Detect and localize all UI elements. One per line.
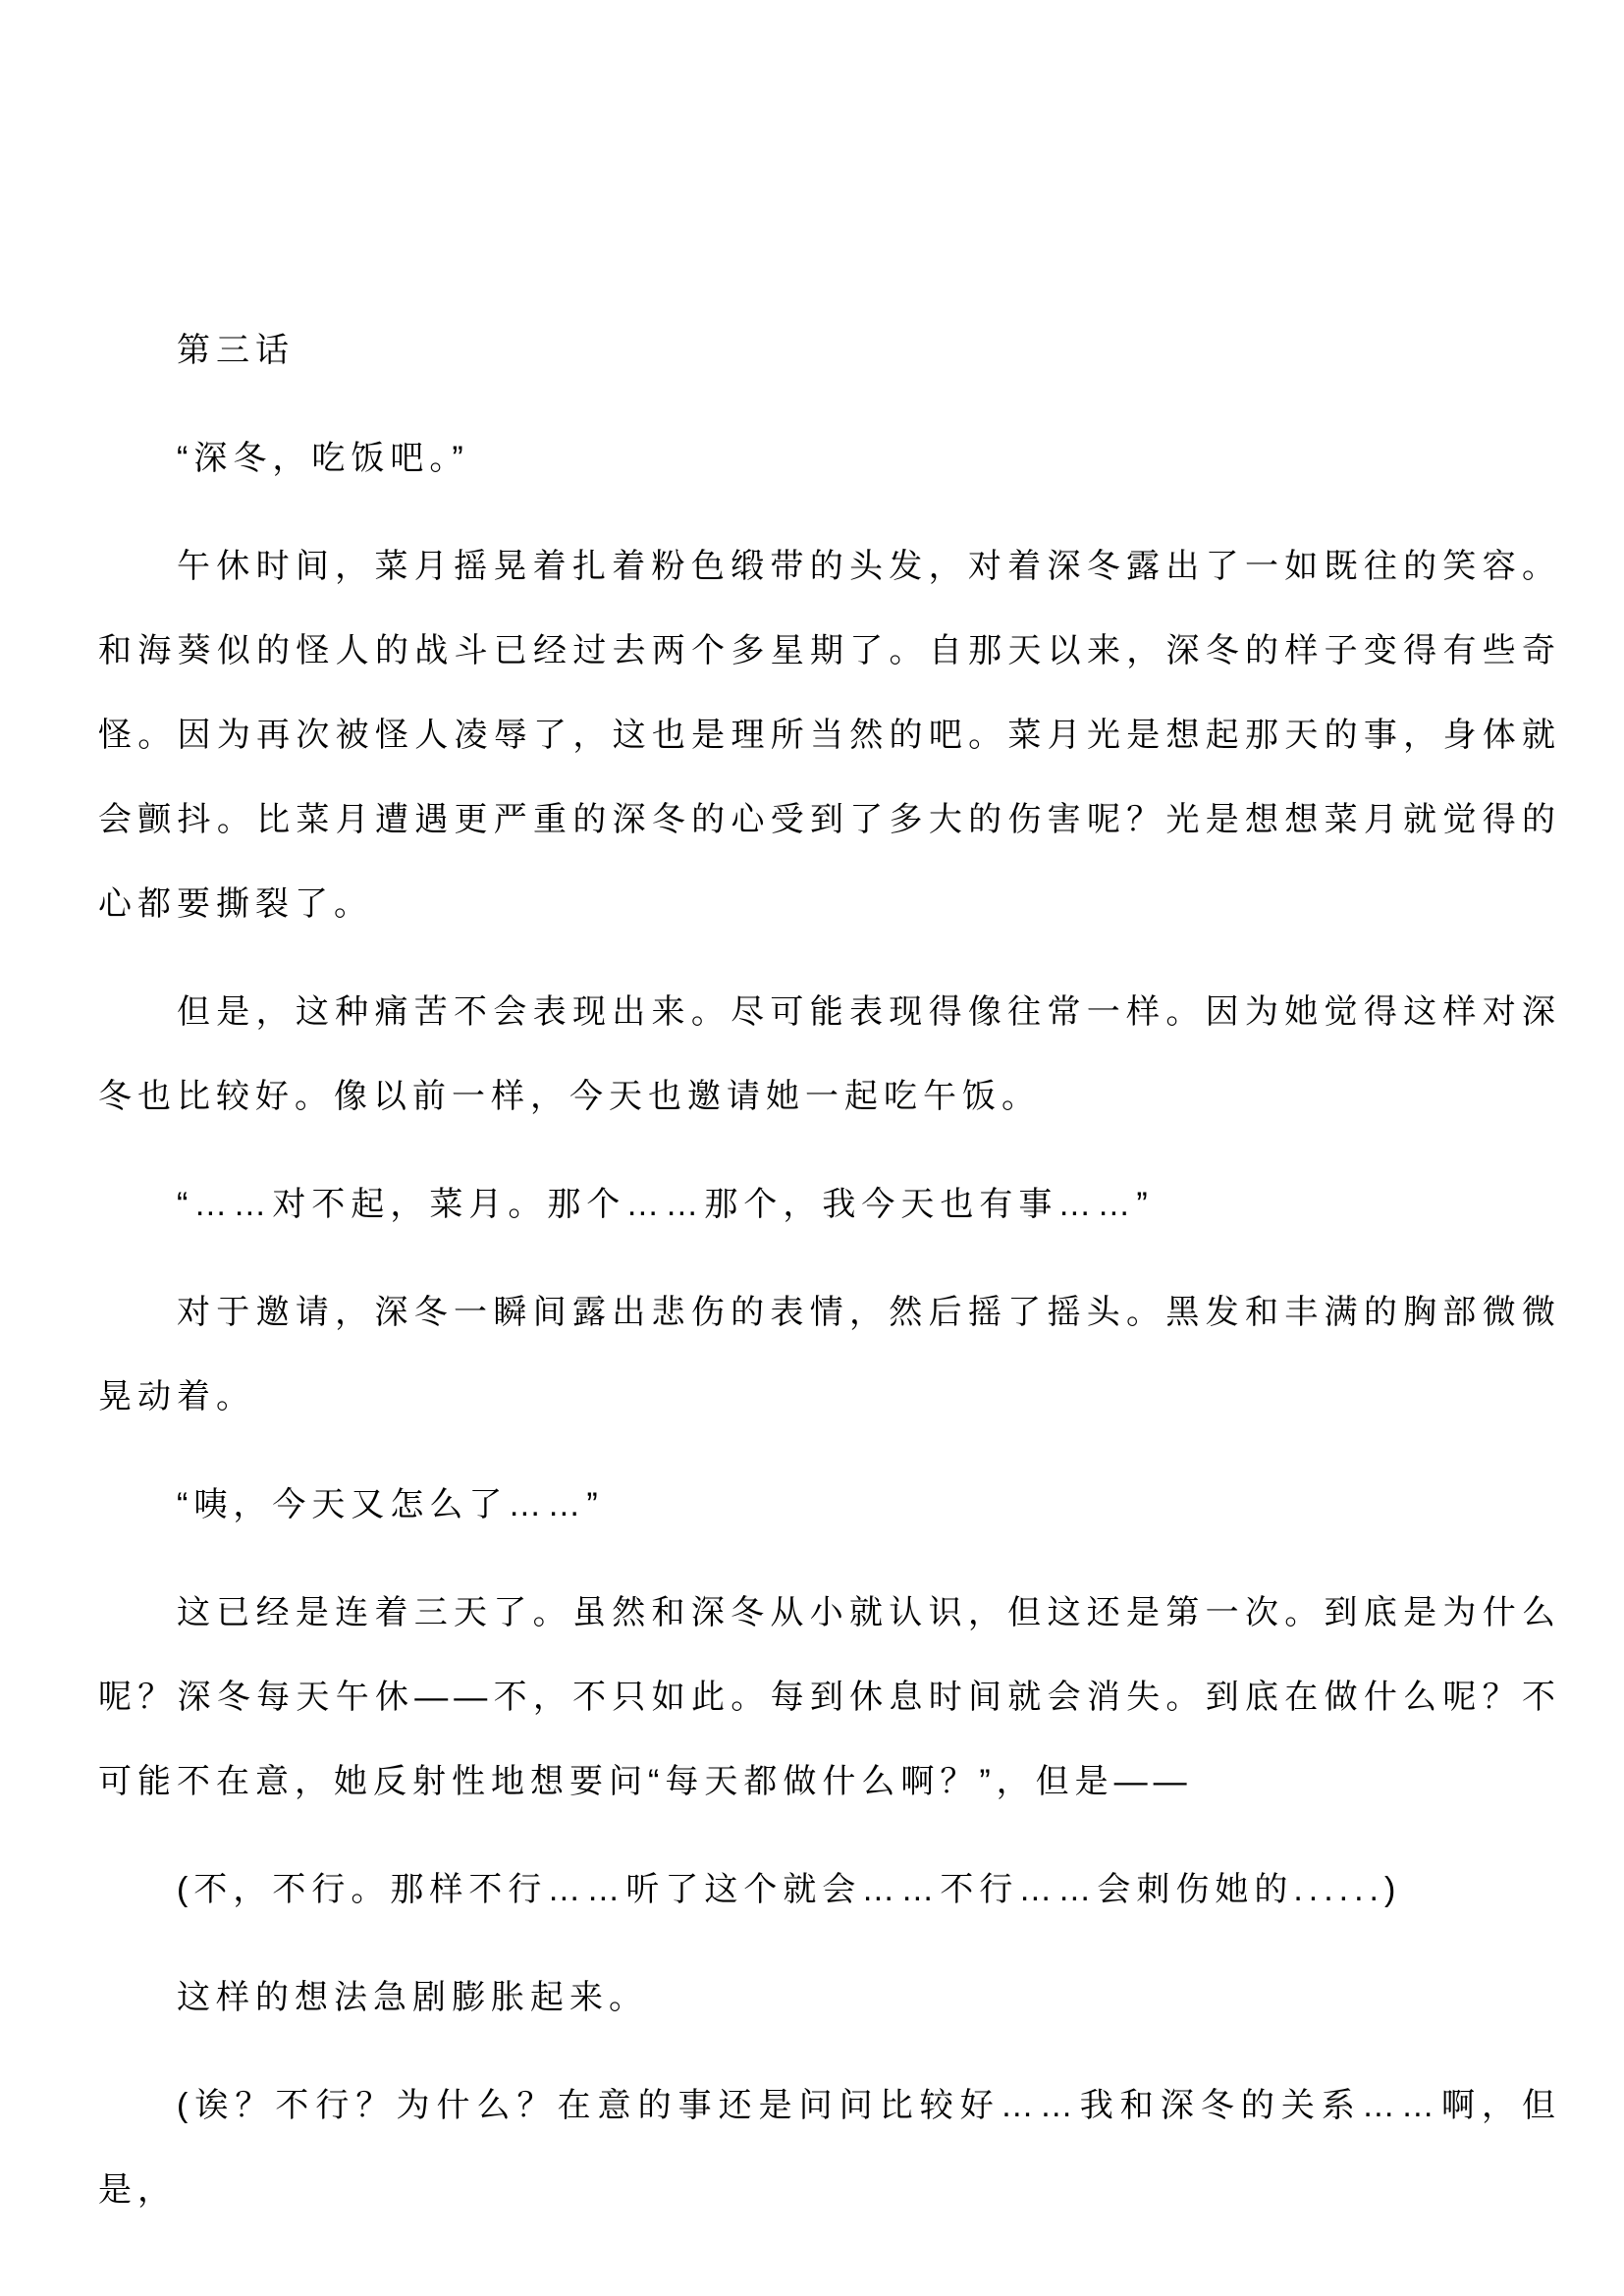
narration-paragraph: 对于邀请，深冬一瞬间露出悲伤的表情，然后摇了摇头。黑发和丰满的胸部微微晃动着。 <box>98 1294 1561 1415</box>
inner-thought-paragraph: (诶？不行？为什么？在意的事还是问问比较好……我和深冬的关系……啊，但是， <box>98 2087 1561 2209</box>
narration-paragraph: 这已经是连着三天了。虽然和深冬从小就认识，但这还是第一次。到底是为什么呢？深冬每天午休——不，不只如此。每到休息时间就会消失。到底在做什么呢？不可能不在意，她反射性地想要问“每天都做什么啊？”，但是—— <box>98 1594 1561 1800</box>
dialogue-paragraph: “咦，今天又怎么了……” <box>177 1486 604 1523</box>
chapter-heading: 第三话 <box>177 332 295 369</box>
narration-paragraph: 午休时间，菜月摇晃着扎着粉色缎带的头发，对着深冬露出了一如既往的笑容。和海葵似的怪人的战斗已经过去两个多星期了。自那天以来，深冬的样子变得有些奇怪。因为再次被怪人凌辱了，这也是理所当然的吧。菜月光是想起那天的事，身体就会颤抖。比菜月遭遇更严重的深冬的心受到了多大的伤害呢？光是想想菜月就觉得的心都要撕裂了。 <box>98 548 1561 923</box>
document-body <box>98 308 1561 2232</box>
inner-thought-paragraph: (不，不行。那样不行……听了这个就会……不行……会刺伤她的......) <box>177 1871 1402 1908</box>
narration-paragraph: 但是，这种痛苦不会表现出来。尽可能表现得像往常一样。因为她觉得这样对深冬也比较好。像以前一样，今天也邀请她一起吃午饭。 <box>98 993 1561 1115</box>
narration-paragraph: 这样的想法急剧膨胀起来。 <box>177 1979 648 2016</box>
dialogue-paragraph: “……对不起，菜月。那个……那个，我今天也有事……” <box>177 1186 1154 1223</box>
dialogue-paragraph: “深冬，吃饭吧。” <box>177 440 469 477</box>
